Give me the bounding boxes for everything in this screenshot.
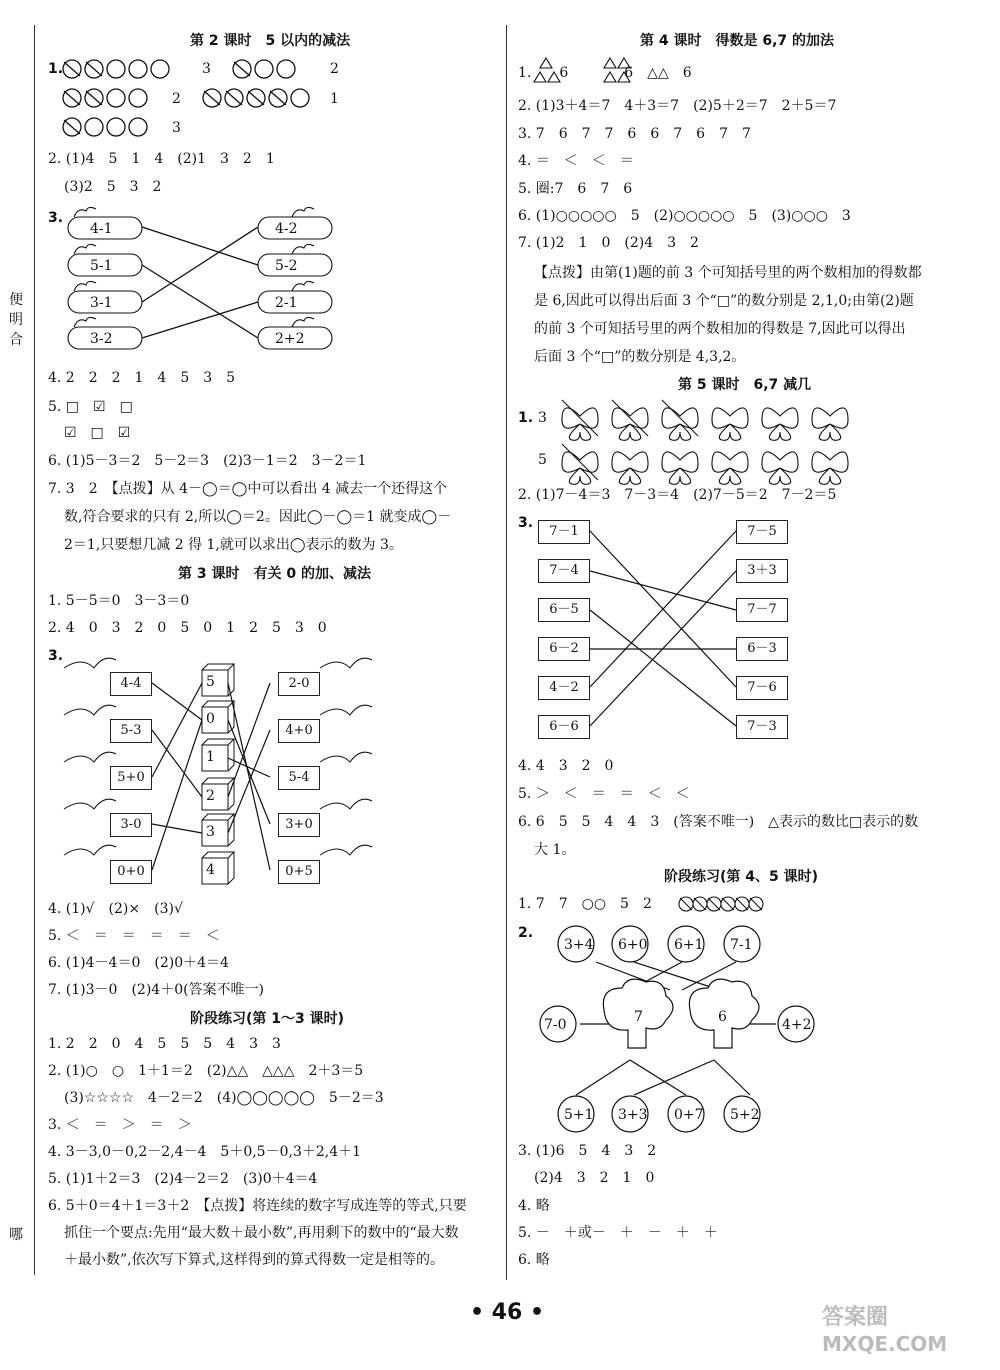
t3-cube-1: 5 [206,674,215,690]
q3-number: 3. [48,210,64,226]
b3-left-5: 4－2 [538,676,590,700]
a1-line: 1. 6 6 △△ 6 [518,65,692,81]
t3-left-3: 5+0 [110,766,152,790]
c3-line2: (2)4 3 2 1 0 [534,1170,655,1186]
p5-line: 5. (1)1＋2＝3 (2)4－2＝2 (3)0＋4＝4 [48,1171,318,1187]
q1-circles [60,58,520,148]
q7-line3: 2＝1,只要想几减 2 得 1,就可以求出◯表示的数为 3。 [64,537,403,553]
q1-answer-a: 3 [202,61,211,77]
b3-left-1: 7－1 [538,520,590,544]
t3-right-1: 2-0 [278,672,320,696]
t3-diagram [60,650,380,890]
c2-bottom-2: 3+3 [618,1107,648,1123]
binding-line [34,25,35,1275]
q3-left-3: 3-1 [90,295,113,311]
p6-line2: 抓住一个要点:先用“最大数＋最小数”,再用剩下的数中的“最大数 [64,1225,459,1241]
t3-left-1: 4-4 [110,672,152,696]
b3-right-3: 7－7 [736,598,788,622]
t3-right-4: 3+0 [278,813,320,837]
a6-line: 6. (1)○○○○○ 5 (2)○○○○○ 5 (3)○○○ 3 [518,208,851,224]
p6-line3: ＋最小数”,依次写下算式,这样得到的算式得数一定是相等的。 [64,1252,445,1268]
t3-right-3: 5-4 [278,766,320,790]
c2-tree-1: 7 [634,1009,643,1025]
t3-cube-4: 2 [206,788,215,804]
margin-label-top: 便明合 [9,292,23,348]
t6-line: 6. (1)4－4＝0 (2)0＋4＝4 [48,955,229,971]
q3-left-1: 4-1 [90,221,113,237]
lesson3-title: 第 3 课时 有关 0 的加、减法 [178,566,371,582]
t3-cube-2: 0 [206,711,215,727]
b3-right-1: 7－5 [736,520,788,544]
a4-line: 4. ＝ ＜ ＜ ＝ [518,153,634,169]
t4-line: 4. (1)√ (2)× (3)√ [48,901,183,917]
b5-line: 5. ＞ ＜ ＝ ＝ ＜ ＜ [518,786,690,802]
t1-line: 1. 5－5＝0 3－3＝0 [48,593,190,609]
c2-top-1: 3+4 [564,937,594,953]
b3-left-4: 6－2 [538,637,590,661]
lesson5-title: 第 5 课时 6,7 减几 [678,377,812,393]
b1-butterflies [560,398,860,478]
c1-line: 1. 7 7 ○○ 5 2 [518,896,652,912]
lesson2-title: 第 2 课时 5 以内的减法 [190,33,351,49]
practice1-title: 阶段练习(第 1～3 课时) [190,1011,345,1027]
b3-right-2: 3＋3 [736,559,788,583]
b6-line1: 6. 6 5 5 4 4 3 (答案不唯一) △表示的数比□表示的数 [518,814,919,830]
p2-line1: 2. (1)○ ○ 1＋1＝2 (2)△△ △△△ 2＋3＝5 [48,1063,364,1079]
t3-cube-6: 4 [206,862,215,878]
c2-bottom-1: 5+1 [564,1107,594,1123]
c3-line1: 3. (1)6 5 4 3 2 [518,1143,657,1159]
t3-right-5: 0+5 [278,860,320,884]
c2-bottom-3: 0+7 [674,1107,704,1123]
q2-line2: (3)2 5 3 2 [64,179,162,195]
t5-line: 5. ＜ ＝ ＝ ＝ ＝ ＜ [48,928,220,944]
t3-number: 3. [48,648,64,664]
watermark-top: 答案圈 [822,1305,889,1330]
b4-line: 4. 4 3 2 0 [518,758,614,774]
c2-tree-2: 6 [718,1009,727,1025]
p2-line2: (3)☆☆☆☆ 4－2＝2 (4)◯◯◯◯◯ 5－2＝3 [64,1090,384,1106]
b1-answer-a: 3 [538,410,547,426]
t3-cube-3: 1 [206,749,215,765]
b3-left-6: 6－6 [538,715,590,739]
a8-line4: 后面 3 个“□”的数分别是 4,3,2。 [534,349,746,365]
t3-left-2: 5-3 [110,719,152,743]
c2-number: 2. [518,925,534,941]
t3-left-4: 3-0 [110,813,152,837]
p6-line1: 6. 5＋0＝4＋1＝3＋2 【点拨】将连续的数字写成连等的等式,只要 [48,1198,467,1214]
q4-line: 4. 2 2 2 1 4 5 3 5 [48,370,236,386]
t3-right-2: 4+0 [278,719,320,743]
q5-line1: 5. □ ☑ □ [48,399,133,415]
margin-label-bottom: 哪 [9,1227,23,1243]
q2-line1: 2. (1)4 5 1 4 (2)1 3 2 1 [48,151,275,167]
c2-top-3: 6+1 [674,937,704,953]
q3-left-4: 3-2 [90,331,113,347]
q7-line1: 7. 3 2 【点拨】从 4－◯＝◯中可以看出 4 减去一个还得这个 [48,481,448,497]
a8-line2: 是 6,因此可以得出后面 3 个“□”的数分别是 2,1,0;由第(2)题 [534,293,914,309]
a5-line: 5. 圈:7 6 7 6 [518,181,633,197]
q1-answer-e: 3 [172,120,181,136]
c2-left: 7-0 [544,1017,567,1033]
c2-top-4: 7-1 [730,937,753,953]
q1-answer-b: 2 [330,61,339,77]
q1-answer-c: 2 [172,91,181,107]
b3-right-6: 7－3 [736,715,788,739]
c2-top-2: 6+0 [618,937,648,953]
q3-right-4: 2+2 [275,331,305,347]
c2-right: 4+2 [782,1017,812,1033]
c6-line: 6. 略 [518,1252,550,1268]
q3-left-2: 5-1 [90,258,113,274]
b3-right-4: 6－3 [736,637,788,661]
q1-number: 1. [48,61,64,77]
b1-answer-b: 5 [538,452,547,468]
q6-line: 6. (1)5－3＝2 5－2＝3 (2)3－1＝2 3－2＝1 [48,453,367,469]
c4-line: 4. 略 [518,1198,550,1214]
column-divider [506,25,507,1280]
a7-line: 7. (1)2 1 0 (2)4 3 2 [518,235,699,251]
a8-line3: 的前 3 个可知括号里的两个数相加的得数是 7,因此可以得出 [534,321,906,337]
p3-line: 3. ＜ ＝ ＞ ＝ ＞ [48,1117,192,1133]
t3-cube-5: 3 [206,824,215,840]
b3-left-2: 7－4 [538,559,590,583]
c2-bottom-4: 5+2 [730,1107,760,1123]
b3-number: 3. [518,515,534,531]
q5-line2: ☑ □ ☑ [64,425,131,441]
a2-line: 2. (1)3＋4＝7 4＋3＝7 (2)5＋2＝7 2＋5＝7 [518,98,837,114]
q7-line2: 数,符合要求的只有 2,所以◯＝2。因此◯－◯＝1 就变成◯－ [64,509,452,525]
q3-right-3: 2-1 [275,295,298,311]
b1-number: 1. [518,410,534,426]
q3-right-1: 4-2 [275,221,298,237]
b2-line: 2. (1)7－4＝3 7－3＝4 (2)7－5＝2 7－2＝5 [518,487,837,503]
a3-line: 3. 7 6 7 7 6 6 7 6 7 7 [518,126,751,142]
t2-line: 2. 4 0 3 2 0 5 0 1 2 5 3 0 [48,620,327,636]
p1-line: 1. 2 2 0 4 5 5 5 4 3 3 [48,1036,281,1052]
b3-left-3: 6－5 [538,598,590,622]
page-number: • 46 • [470,1300,545,1325]
c1-struck-circles [678,894,768,914]
q3-right-2: 5-2 [275,258,298,274]
b3-right-5: 7－6 [736,676,788,700]
p4-line: 4. 3－3,0－0,2－2,4－4 5＋0,5－0,3＋2,4＋1 [48,1144,362,1160]
lesson4-title: 第 4 课时 得数是 6,7 的加法 [640,33,835,49]
a8-line1: 【点拨】由第(1)题的前 3 个可知括号里的两个数相加的得数都 [534,265,922,281]
practice2-title: 阶段练习(第 4、5 课时) [664,869,819,885]
c5-line: 5. － ＋或－ ＋ － ＋ ＋ [518,1225,718,1241]
q1-answer-d: 1 [330,91,339,107]
b3-matching-lines [538,518,798,748]
watermark-bottom: MXQE.COM [822,1332,948,1356]
b6-line2: 大 1。 [534,842,576,858]
t3-left-5: 0+0 [110,860,152,884]
t7-line: 7. (1)3－0 (2)4＋0(答案不唯一) [48,982,265,998]
